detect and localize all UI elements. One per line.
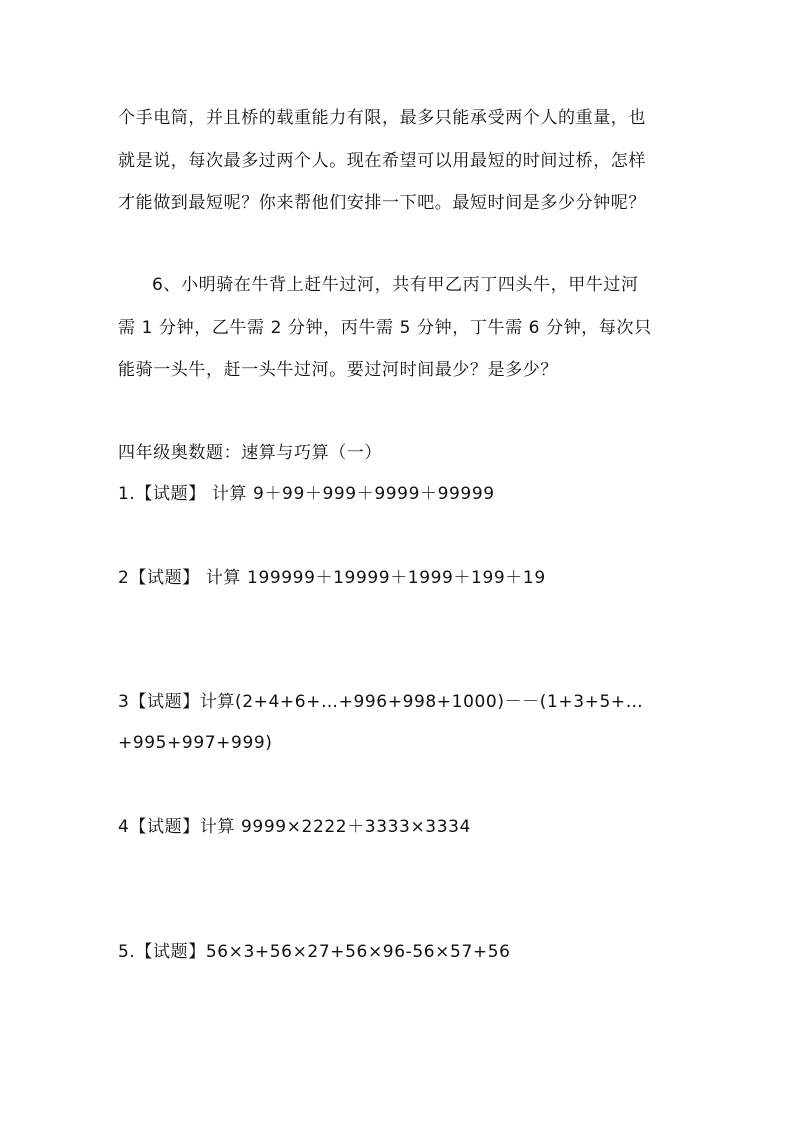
- section-heading: 四年级奥数题：速算与巧算（一）: [118, 443, 382, 463]
- text-line: 才能做到最短呢？你来帮他们安排一下吧。最短时间是多少分钟呢？: [118, 193, 646, 213]
- text-line: 需 1 分钟，乙牛需 2 分钟，丙牛需 5 分钟，丁牛需 6 分钟，每次只: [118, 318, 652, 338]
- exercise-1: 1.【试题】 计算 9＋99＋999＋9999＋99999: [118, 484, 495, 504]
- exercise-3-continuation: +995+997+999): [118, 733, 273, 753]
- exercise-4: 4【试题】计算 9999×2222＋3333×3334: [118, 817, 471, 837]
- text-line: 就是说，每次最多过两个人。现在希望可以用最短的时间过桥，怎样: [118, 151, 646, 171]
- exercise-3: 3【试题】计算(2+4+6+…+996+998+1000)－－(1+3+5+…: [118, 692, 644, 712]
- exercise-2: 2【试题】 计算 199999＋19999＋1999＋199＋19: [118, 568, 546, 588]
- exercise-5: 5.【试题】56×3+56×27+56×96-56×57+56: [118, 942, 511, 962]
- text-line: 能骑一头牛，赶一头牛过河。要过河时间最少？是多少？: [118, 360, 558, 380]
- text-line: 个手电筒，并且桥的载重能力有限，最多只能承受两个人的重量，也: [118, 108, 646, 128]
- problem-6-line: 6、小明骑在牛背上赶牛过河，共有甲乙丙丁四头牛，甲牛过河: [152, 275, 639, 295]
